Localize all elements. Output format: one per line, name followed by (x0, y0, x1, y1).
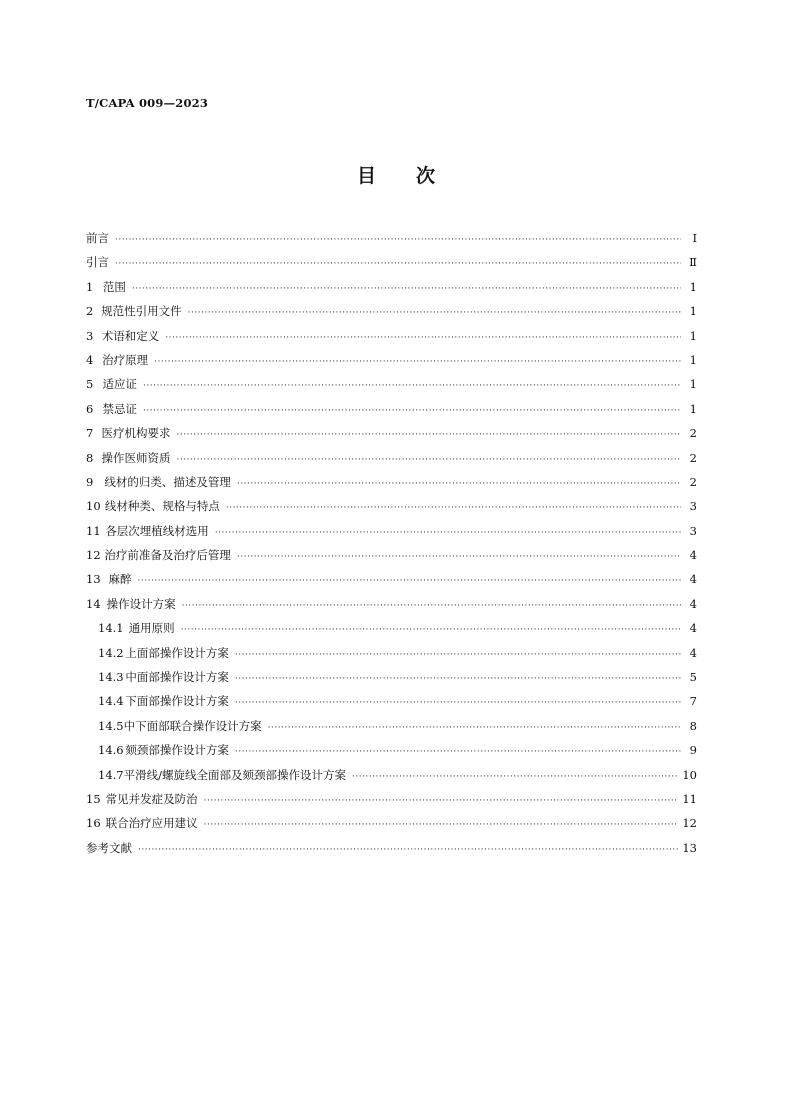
dot-leader (215, 521, 681, 545)
toc-page-number: 3 (689, 499, 697, 514)
toc-entry-title: 操作设计方案 (106, 596, 176, 611)
toc-entry[interactable] (86, 787, 697, 811)
toc-entry-title: 适应证 (102, 377, 137, 392)
toc-entry-number: 14.6 (98, 743, 124, 758)
toc-page-number: 4 (689, 596, 697, 611)
toc-entry-title: 术语和定义 (101, 328, 160, 343)
toc-entry-number: 14.7 (98, 767, 124, 782)
toc-entry[interactable] (86, 446, 697, 470)
toc-entry-title: 禁忌证 (102, 401, 137, 416)
dot-leader (204, 813, 679, 837)
standard-code: T/CAPA 009—2023 (86, 96, 209, 110)
toc-page-number: 13 (682, 840, 697, 855)
toc-subentry[interactable] (86, 641, 697, 665)
toc-page-number: 4 (689, 548, 697, 563)
dot-leader (138, 569, 682, 593)
dot-leader (235, 740, 681, 764)
toc-page-number: 1 (689, 328, 697, 343)
dot-leader (165, 326, 681, 350)
toc-entry[interactable] (86, 275, 697, 299)
toc-entry-title: 线材的归类、描述及管理 (104, 474, 231, 489)
dot-leader (268, 716, 681, 740)
toc-page-number: 12 (682, 816, 697, 831)
dot-leader (176, 448, 681, 472)
toc-page-number: 7 (689, 694, 697, 709)
toc-entry-title: 平滑线/螺旋线全面部及颏颈部操作设计方案 (123, 767, 346, 782)
toc-entry[interactable] (86, 543, 697, 567)
toc-entry-number: 9 (86, 474, 94, 489)
toc-page-number: 4 (689, 621, 697, 636)
dot-leader (235, 643, 681, 667)
toc-entry-number: 14.1 (98, 621, 124, 636)
toc-entry[interactable] (86, 470, 697, 494)
toc-entry-title: 联合治疗应用建议 (105, 816, 198, 831)
toc-subentry[interactable] (86, 665, 697, 689)
toc-entry-number: 4 (86, 352, 94, 367)
toc-page-number: 2 (689, 474, 697, 489)
toc-entry-title: 通用原则 (128, 621, 175, 636)
toc-entry-number: 8 (86, 450, 94, 465)
dot-leader (237, 545, 681, 569)
toc-entry-title: 操作医师资质 (101, 450, 171, 465)
dot-leader (176, 423, 681, 447)
toc-entry-number: 15 (86, 791, 101, 806)
toc-entry[interactable] (86, 519, 697, 543)
toc-entry-title: 中面部操作设计方案 (125, 670, 229, 685)
toc-entry-title: 线材种类、规格与特点 (104, 499, 220, 514)
dot-leader (182, 594, 681, 618)
dot-leader (132, 277, 681, 301)
toc-page-number: 4 (689, 645, 697, 660)
toc-entry-number: 6 (86, 401, 94, 416)
toc-subentry[interactable] (86, 689, 697, 713)
toc-entry-title: 范围 (102, 279, 126, 294)
toc-entry[interactable] (86, 348, 697, 372)
toc-entry[interactable] (86, 811, 697, 835)
toc-entry-title: 下面部操作设计方案 (125, 694, 229, 709)
toc-entry-number: 2 (86, 304, 94, 319)
toc-entry[interactable] (86, 494, 697, 518)
toc-entry-title: 医疗机构要求 (101, 426, 171, 441)
toc-entry-number: 1 (86, 279, 94, 294)
dot-leader (188, 301, 681, 325)
toc-entry-number: 12 (86, 548, 101, 563)
toc-page-number: 8 (689, 718, 697, 733)
toc-entry-title: 麻醉 (108, 572, 132, 587)
dot-leader (115, 228, 681, 252)
toc-entry-title: 引言 (86, 255, 109, 270)
toc-entry-title: 规范性引用文件 (101, 304, 182, 319)
toc-entry-title: 前言 (86, 231, 109, 245)
toc-page-number: 2 (689, 450, 697, 465)
table-of-contents (86, 226, 697, 860)
toc-entry-title: 治疗前准备及治疗后管理 (104, 548, 231, 563)
toc-entry[interactable] (86, 397, 697, 421)
page-title: 目次 (356, 165, 475, 187)
toc-page-number: 11 (682, 791, 697, 806)
toc-page-number: 1 (689, 401, 697, 416)
toc-entry[interactable] (86, 372, 697, 396)
toc-entry[interactable] (86, 299, 697, 323)
toc-entry-title: 常见并发症及防治 (105, 791, 198, 806)
toc-page-number: 1 (689, 279, 697, 294)
toc-entry-introduction[interactable] (86, 250, 697, 274)
toc-page-number: 5 (689, 670, 697, 685)
dot-leader (181, 618, 681, 642)
dot-leader (226, 496, 681, 520)
toc-subentry[interactable] (86, 616, 697, 640)
toc-entry-number: 14.2 (98, 645, 124, 660)
toc-entry-number: 14 (86, 596, 101, 611)
toc-entry-number: 11 (86, 523, 101, 538)
toc-entry-title: 上面部操作设计方案 (125, 645, 229, 660)
toc-page-number: 9 (689, 743, 697, 758)
toc-page-number: 1 (689, 304, 697, 319)
toc-entry-number: 10 (86, 499, 101, 514)
toc-page-number: 3 (689, 523, 697, 538)
dot-leader (138, 838, 678, 862)
toc-entry-number: 14.5 (98, 718, 124, 733)
toc-entry-number: 14.4 (98, 694, 124, 709)
toc-entry-number: 13 (86, 572, 101, 587)
dot-leader (143, 374, 681, 398)
dot-leader (352, 765, 678, 789)
toc-page-number: 1 (689, 352, 697, 367)
dot-leader (115, 252, 681, 276)
toc-subentry[interactable] (86, 714, 697, 738)
toc-subentry[interactable] (86, 738, 697, 762)
toc-entry-number: 16 (86, 816, 101, 831)
toc-page-number: 4 (689, 572, 697, 587)
dot-leader (143, 399, 681, 423)
dot-leader (235, 667, 681, 691)
toc-entry[interactable] (86, 567, 697, 591)
dot-leader (235, 691, 681, 715)
toc-entry[interactable] (86, 324, 697, 348)
toc-entry-title: 治疗原理 (102, 352, 149, 367)
toc-entry-title: 中下面部联合操作设计方案 (123, 718, 262, 733)
toc-page-number: Ⅰ (692, 231, 697, 245)
toc-page-number: 2 (689, 426, 697, 441)
toc-entry-number: 3 (86, 328, 94, 343)
toc-entry-title: 参考文献 (86, 840, 132, 855)
toc-entry-number: 14.3 (98, 670, 124, 685)
toc-subentry[interactable] (86, 763, 697, 787)
dot-leader (154, 350, 681, 374)
toc-entry-number: 7 (86, 426, 94, 441)
toc-entry-preface[interactable] (86, 226, 697, 250)
dot-leader (204, 789, 679, 813)
toc-entry-title: 颏颈部操作设计方案 (125, 743, 229, 758)
toc-entry[interactable] (86, 421, 697, 445)
toc-entry[interactable] (86, 592, 697, 616)
toc-entry-number: 5 (86, 377, 94, 392)
toc-page-number: 1 (689, 377, 697, 392)
toc-entry-references[interactable] (86, 836, 697, 860)
toc-page-number: 10 (682, 767, 697, 782)
dot-leader (237, 472, 681, 496)
toc-entry-title: 各层次埋植线材选用 (105, 523, 209, 538)
toc-page-number: Ⅱ (689, 255, 697, 270)
